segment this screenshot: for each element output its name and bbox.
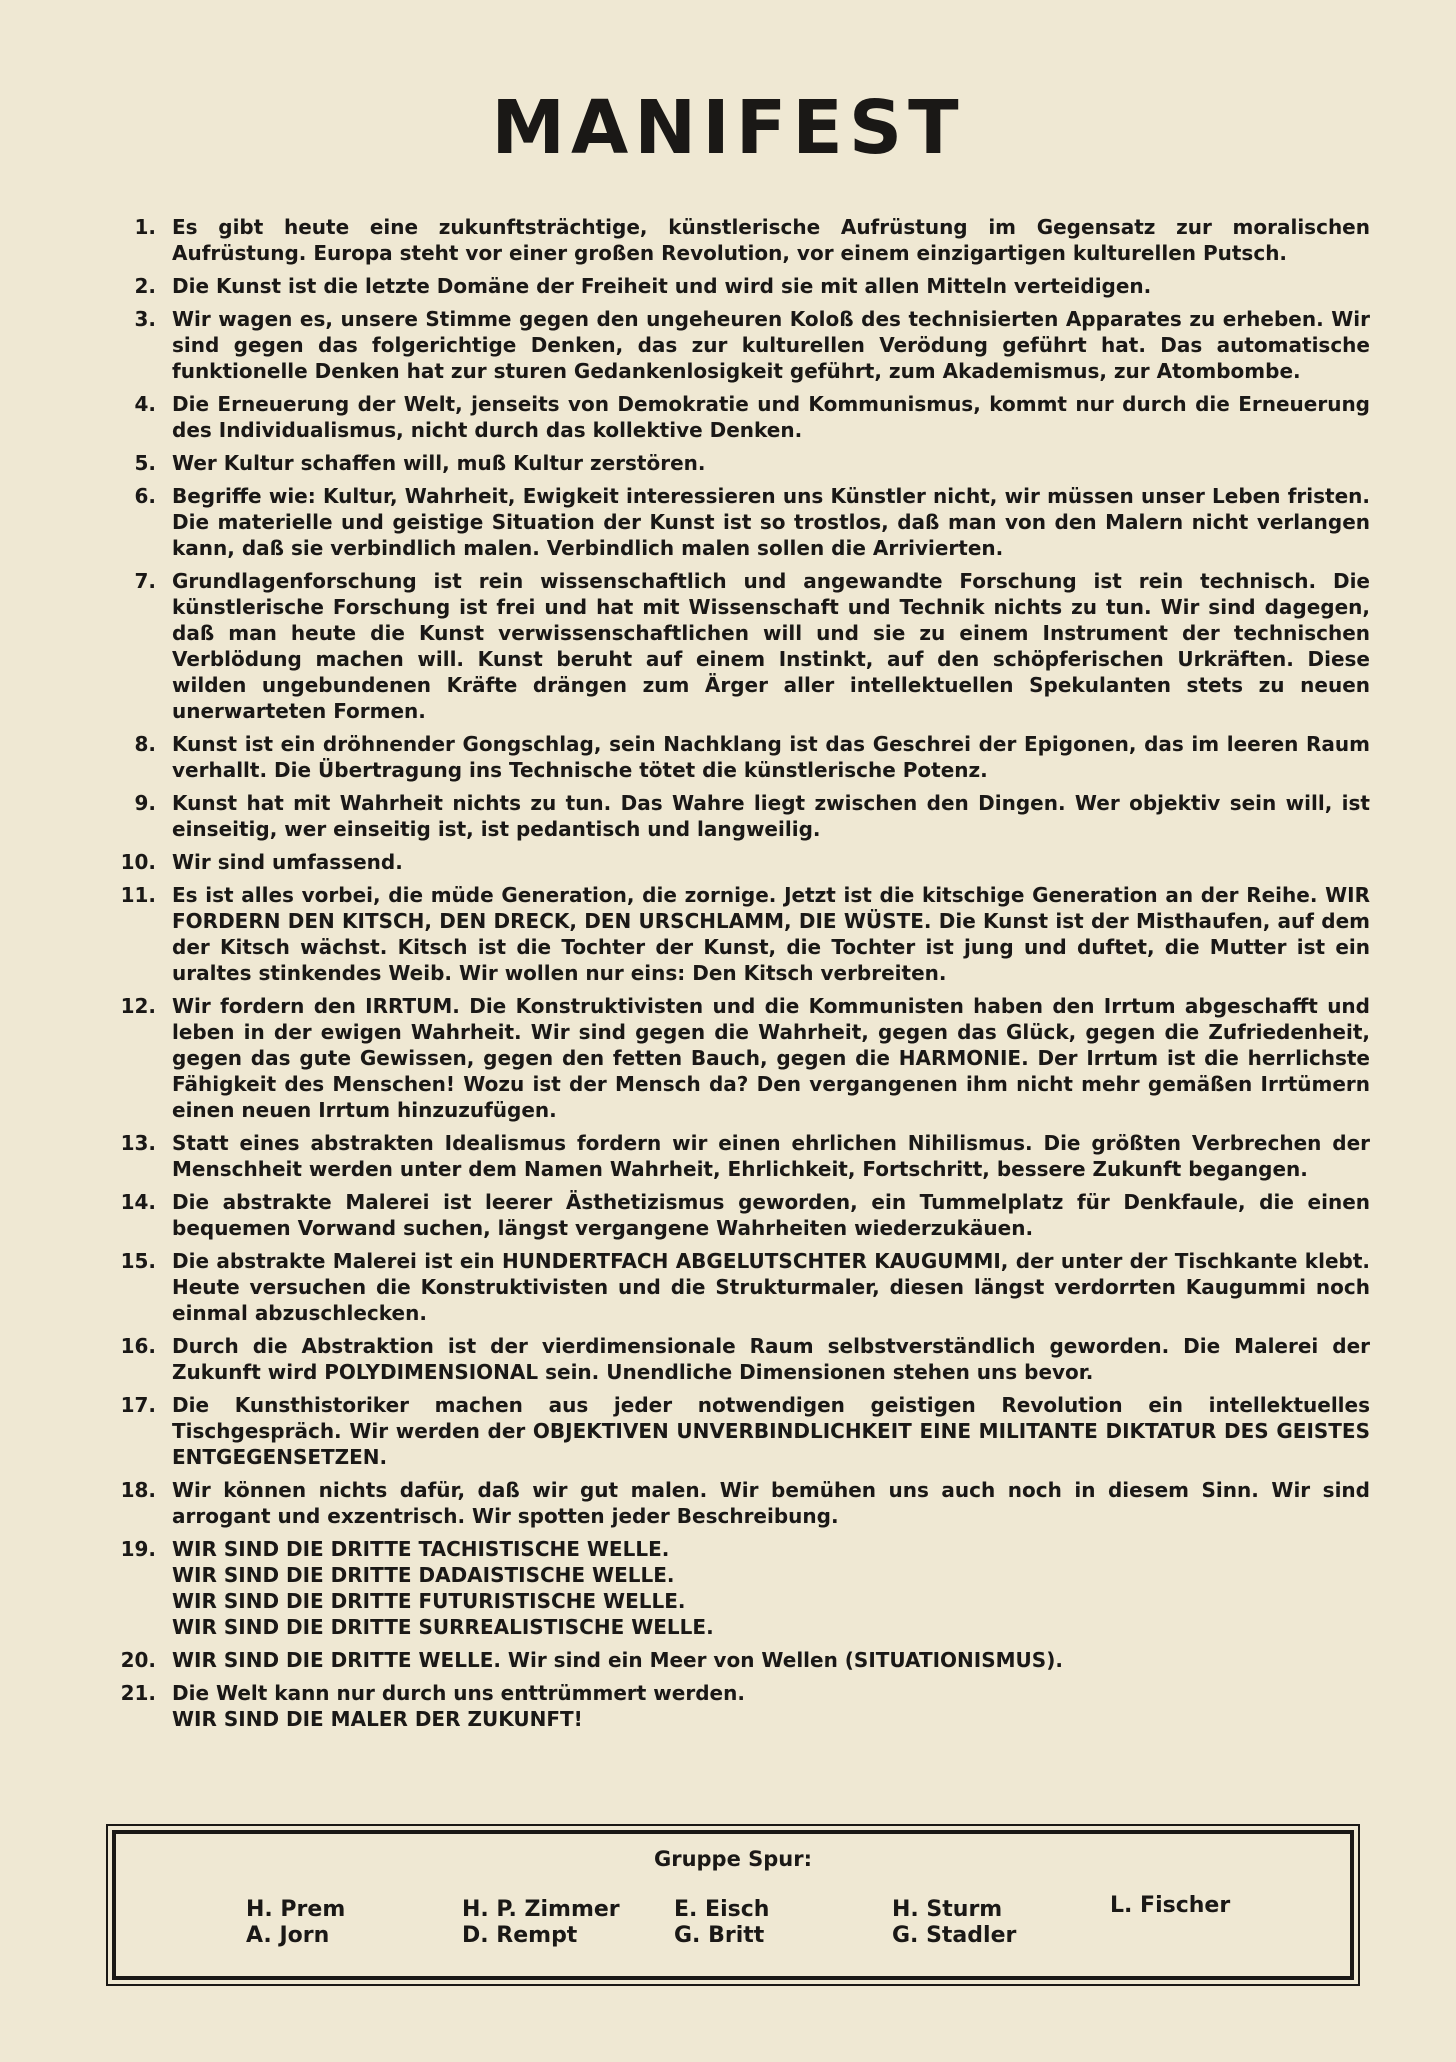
- list-item: [102, 568, 1370, 724]
- point-text: Es gibt heute eine zukunftsträchtige, künstlerische Aufrüstung im Gegensatz zur moralischen Aufrüstung. Europa steht vor einer großen Revolution, vor einem einzigartigen kulturellen Putsch.: [172, 215, 1370, 265]
- point-text: [172, 1536, 1370, 1640]
- point-text: Wir wagen es, unsere Stimme gegen den ungeheuren Koloß des technisierten Apparates zu erheben. Wir sind gegen das folgerichtige Denken, das zur kulturellen Verödung geführt hat. Das automatische funktionelle Denken hat zur sturen Gedankenlosigkeit geführt, zum Akademismus, zur Atombombe.: [172, 307, 1370, 383]
- point-text: Die Kunst ist die letzte Domäne der Freiheit und wird sie mit allen Mitteln verteidigen.: [172, 274, 1152, 298]
- signature: H. Prem: [246, 1897, 346, 1922]
- point-number: 17.: [120, 1393, 156, 1417]
- point-text: Die Erneuerung der Welt, jenseits von Demokratie und Kommunismus, kommt nur durch die Erneuerung des Individualismus, nicht durch das kollektive Denken.: [172, 392, 1370, 442]
- point-number: 19.: [120, 1537, 156, 1561]
- list-item: [102, 273, 1370, 299]
- point-text: Wir fordern den IRRTUM. Die Konstruktivisten und die Kommunisten haben den Irrtum abgeschafft und leben in der ewigen Wahrheit. Wir sind gegen die Wahrheit, gegen das Glück, gegen die Zufriedenheit, gegen das gute Gewissen, gegen den fetten Bauch, gegen die HARMONIE. Der Irrtum ist die herrlichste Fähigkeit des Menschen! Wozu ist der Mensch da? Den vergangenen ihm nicht mehr gemäßen Irrtümern einen neuen Irrtum hinzuzufügen.: [172, 994, 1370, 1122]
- point-number: 7.: [134, 569, 156, 593]
- signature: H. P. Zimmer: [462, 1897, 620, 1922]
- list-item: [102, 993, 1370, 1123]
- point-number: 6.: [134, 484, 156, 508]
- manifest-points: [102, 214, 1370, 1739]
- point-number: 2.: [134, 274, 156, 298]
- list-item: [102, 214, 1370, 266]
- point-number: 11.: [120, 883, 156, 907]
- point-text: Es ist alles vorbei, die müde Generation, die zornige. Jetzt ist die kitschige Generation an der Reihe. WIR FORDERN DEN KITSCH, DEN DRECK, DEN URSCHLAMM, DIE WÜSTE. Die Kunst ist der Misthaufen, auf dem der Kitsch wächst. Kitsch ist die Tochter der Kunst, die Tochter ist jung und duftet, die Mutter ist ein uraltes stinkendes Weib. Wir wollen nur eins: Den Kitsch verbreiten.: [172, 883, 1370, 985]
- list-item: [102, 1680, 1370, 1732]
- point-number: 10.: [120, 850, 156, 874]
- list-item: [102, 1130, 1370, 1182]
- signature: G. Stadler: [892, 1923, 1017, 1948]
- point-text: Die Kunsthistoriker machen aus jeder notwendigen geistigen Revolution ein intellektuelles Tischgespräch. Wir werden der OBJEKTIVEN UNVERBINDLICHKEIT EINE MILITANTE DIKTATUR DES GEISTES ENTGEGENSETZEN.: [172, 1393, 1370, 1469]
- point-number: 9.: [134, 791, 156, 815]
- signature: E. Eisch: [674, 1897, 770, 1922]
- list-item: [102, 1647, 1370, 1673]
- point-text: Statt eines abstrakten Idealismus fordern wir einen ehrlichen Nihilismus. Die größten Verbrechen der Menschheit werden unter dem Namen Wahrheit, Ehrlichkeit, Fortschritt, bessere Zukunft begangen.: [172, 1131, 1370, 1181]
- point-number: 20.: [120, 1648, 156, 1672]
- point-number: 18.: [120, 1478, 156, 1502]
- list-item: [102, 849, 1370, 875]
- signature: L. Fischer: [1110, 1893, 1231, 1918]
- point-text: Wer Kultur schaffen will, muß Kultur zerstören.: [172, 451, 706, 475]
- point-text: Wir können nichts dafür, daß wir gut malen. Wir bemühen uns auch noch in diesem Sinn. Wir sind arrogant und exzentrisch. Wir spotten jeder Beschreibung.: [172, 1478, 1370, 1528]
- point-text: Grundlagenforschung ist rein wissenschaftlich und angewandte Forschung ist rein technisch. Die künstlerische Forschung ist frei und hat mit Wissenschaft und Technik nichts zu tun. Wir sind dagegen, daß man heute die Kunst verwissenschaftlichen will und sie zu einem Instrument der technischen Verblödung machen will. Kunst beruht auf einem Instinkt, auf den schöpferischen Urkräften. Diese wilden ungebundenen Kräfte drängen zum Ärger aller intellektuellen Spekulanten stets zu neuen unerwarteten Formen.: [172, 569, 1370, 723]
- point-text: Kunst ist ein dröhnender Gongschlag, sein Nachklang ist das Geschrei der Epigonen, das im leeren Raum verhallt. Die Übertragung ins Technische tötet die künstlerische Potenz.: [172, 732, 1370, 782]
- point-number: 13.: [120, 1131, 156, 1155]
- list-item: [102, 1248, 1370, 1326]
- point-number: 3.: [134, 307, 156, 331]
- point-text: Begriffe wie: Kultur, Wahrheit, Ewigkeit interessieren uns Künstler nicht, wir müssen unser Leben fristen. Die materielle und geistige Situation der Kunst ist so trostlos, daß man von den Malern nicht verlangen kann, daß sie verbindlich malen. Verbindlich malen sollen die Arrivierten.: [172, 484, 1370, 560]
- point-text: Kunst hat mit Wahrheit nichts zu tun. Das Wahre liegt zwischen den Dingen. Wer objektiv sein will, ist einseitig, wer einseitig ist, ist pedantisch und langweilig.: [172, 791, 1370, 841]
- point-number: 14.: [120, 1190, 156, 1214]
- wave-line: WIR SIND DIE DRITTE DADAISTISCHE WELLE.: [172, 1563, 675, 1587]
- list-item: [102, 882, 1370, 986]
- point-number: 8.: [134, 732, 156, 756]
- closing-line: Die Welt kann nur durch uns enttrümmert werden.: [172, 1681, 745, 1705]
- signature-box: [112, 1830, 1354, 1980]
- list-item: [102, 1189, 1370, 1241]
- point-number: 21.: [120, 1681, 156, 1705]
- wave-line: WIR SIND DIE DRITTE TACHISTISCHE WELLE.: [172, 1537, 670, 1561]
- list-item: [102, 1392, 1370, 1470]
- signature: H. Sturm: [892, 1897, 1003, 1922]
- point-text: Durch die Abstraktion ist der vierdimensionale Raum selbstverständlich geworden. Die Malerei der Zukunft wird POLYDIMENSIONAL sein. Unendliche Dimensionen stehen uns bevor.: [172, 1334, 1370, 1384]
- point-text: WIR SIND DIE DRITTE WELLE. Wir sind ein Meer von Wellen (SITUATIONISMUS).: [172, 1648, 1063, 1672]
- point-number: 12.: [120, 994, 156, 1018]
- list-item: [102, 306, 1370, 384]
- list-item: [102, 1333, 1370, 1385]
- list-item: [102, 1536, 1370, 1640]
- list-item: [102, 450, 1370, 476]
- list-item: [102, 483, 1370, 561]
- point-number: 1.: [134, 215, 156, 239]
- list-item: [102, 1477, 1370, 1529]
- point-number: 5.: [134, 451, 156, 475]
- list-item: [102, 731, 1370, 783]
- point-text: Die abstrakte Malerei ist leerer Ästhetizismus geworden, ein Tummelplatz für Denkfaule, die einen bequemen Vorwand suchen, längst vergangene Wahrheiten wiederzukäuen.: [172, 1190, 1370, 1240]
- wave-line: WIR SIND DIE DRITTE SURREALISTISCHE WELLE.: [172, 1615, 714, 1639]
- signature: D. Rempt: [462, 1923, 578, 1948]
- point-number: 4.: [134, 392, 156, 416]
- point-text: Wir sind umfassend.: [172, 850, 403, 874]
- group-name: Gruppe Spur:: [653, 1847, 813, 1871]
- closing-line: WIR SIND DIE MALER DER ZUKUNFT!: [172, 1707, 583, 1731]
- point-text: [172, 1680, 1370, 1732]
- point-number: 15.: [120, 1249, 156, 1273]
- point-number: 16.: [120, 1334, 156, 1358]
- signature: A. Jorn: [246, 1923, 330, 1948]
- list-item: [102, 790, 1370, 842]
- list-item: [102, 391, 1370, 443]
- wave-line: WIR SIND DIE DRITTE FUTURISTISCHE WELLE.: [172, 1589, 686, 1613]
- signature: G. Britt: [674, 1923, 765, 1948]
- point-text: Die abstrakte Malerei ist ein HUNDERTFACH ABGELUTSCHTER KAUGUMMI, der unter der Tischkante klebt. Heute versuchen die Konstruktivisten und die Strukturmaler, diesen längst verdorrten Kaugummi noch einmal abzuschlecken.: [172, 1249, 1370, 1325]
- page-title: MANIFEST: [491, 85, 965, 171]
